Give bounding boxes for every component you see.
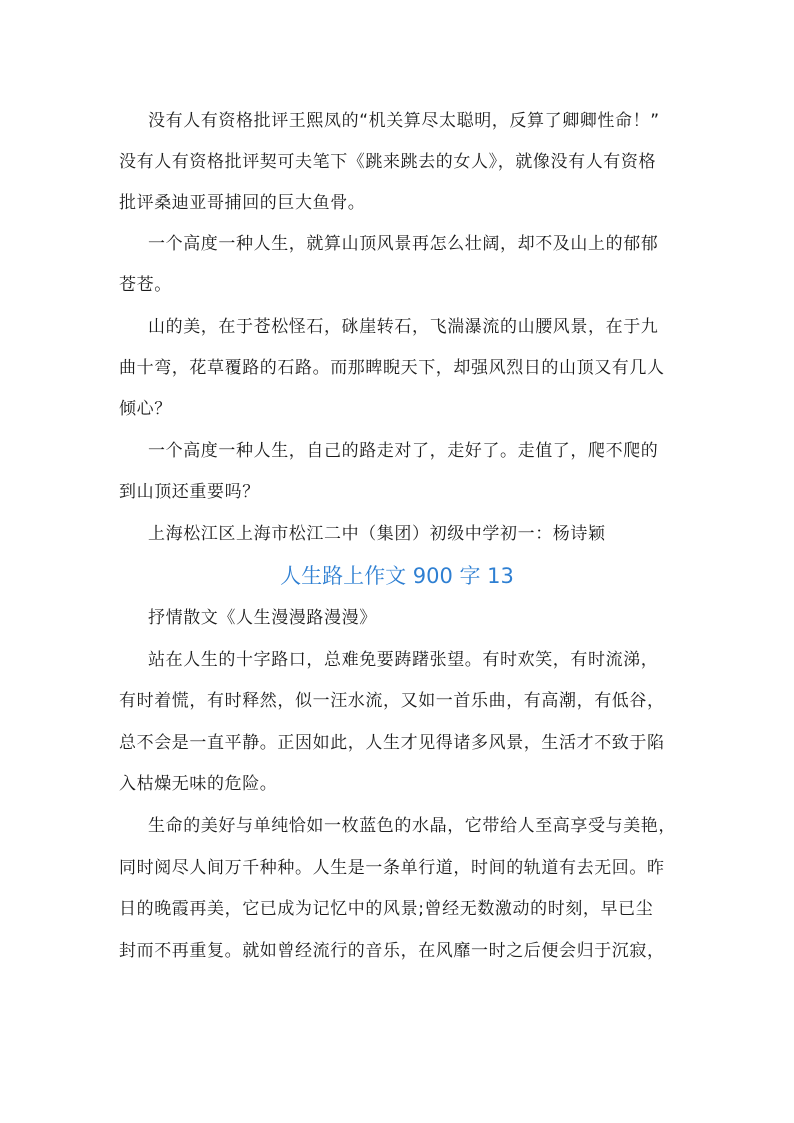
paragraph-line: 封而不再重复。就如曾经流行的音乐，在风靡一时之后便会归于沉寂，	[119, 941, 665, 961]
paragraph-line: 曲十弯，花草覆路的石路。而那睥睨天下，却强风烈日的山顶又有几人	[119, 358, 665, 378]
section-heading: 人生路上作文 900 字 13	[280, 564, 514, 588]
paragraph-line: 一个高度一种人生，自己的路走对了，走好了。走值了，爬不爬的	[148, 441, 659, 461]
paragraph-line: 山的美，在于苍松怪石，砯崖转石，飞湍瀑流的山腰风景，在于九	[148, 317, 659, 337]
paragraph-line: 有时着慌，有时释然，似一汪水流，又如一首乐曲，有高潮，有低谷，	[119, 691, 665, 711]
paragraph-line: 没有人有资格批评契可夫笔下《跳来跳去的女人》，就像没有人有资格	[119, 152, 657, 172]
author-line: 上海松江区上海市松江二中（集团）初级中学初一：杨诗颖	[148, 524, 606, 544]
paragraph-line: 苍苍。	[119, 275, 172, 295]
paragraph-line: 批评桑迪亚哥捕回的巨大鱼骨。	[119, 193, 366, 213]
paragraph-line: 日的晚霞再美，它已成为记忆中的风景;曾经无数激动的时刻，早已尘	[119, 899, 654, 919]
paragraph-line: 没有人有资格批评王熙凤的“机关算尽太聪明，反算了卿卿性命！”	[148, 111, 660, 131]
paragraph-line: 入枯燥无味的危险。	[119, 774, 278, 794]
paragraph-line: 同时阅尽人间万千种种。人生是一条单行道，时间的轨道有去无回。昨	[119, 858, 665, 878]
paragraph-line: 总不会是一直平静。正因如此，人生才见得诸多风景，生活才不致于陷	[119, 733, 665, 753]
paragraph-line: 生命的美好与单纯恰如一枚蓝色的水晶，它带给人至高享受与美艳，	[148, 816, 676, 836]
paragraph-line: 倾心？	[119, 399, 172, 419]
paragraph-line: 一个高度一种人生，就算山顶风景再怎么壮阔，却不及山上的郁郁	[148, 234, 659, 254]
paragraph-line: 到山顶还重要吗？	[119, 482, 260, 502]
paragraph-line: 站在人生的十字路口，总难免要踌躇张望。有时欢笑，有时流涕，	[148, 650, 659, 670]
subtitle-line: 抒情散文《人生漫漫路漫漫》	[148, 608, 377, 628]
